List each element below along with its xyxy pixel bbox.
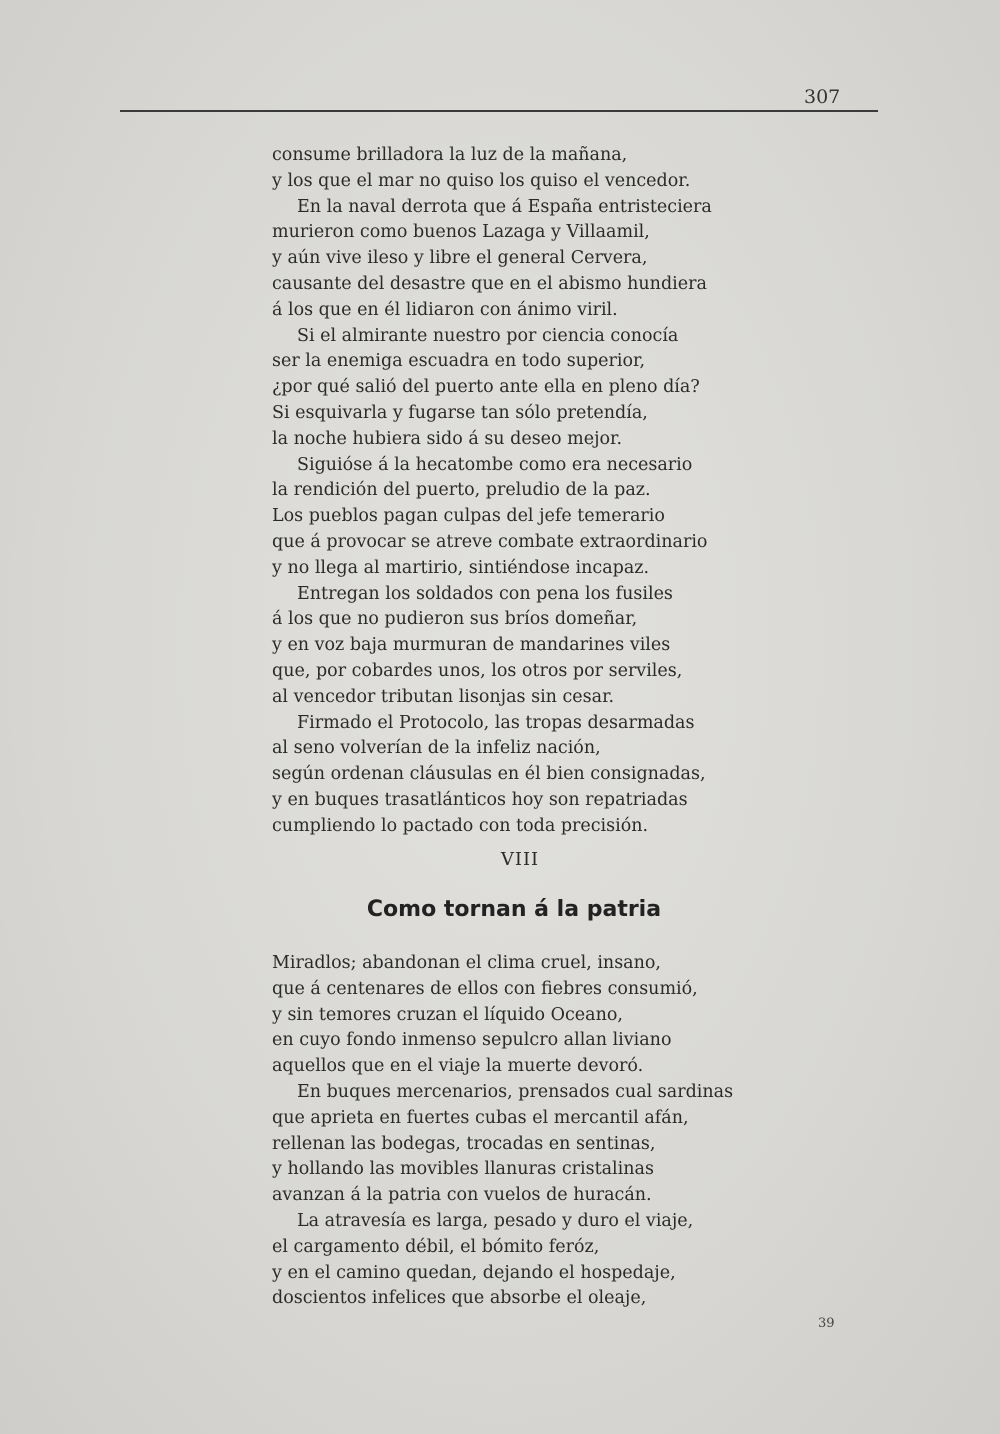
verse-line: y aún vive ileso y libre el general Cervera, <box>272 248 648 269</box>
verse-line: Los pueblos pagan culpas del jefe temerario <box>272 506 665 527</box>
verse-block-continued <box>272 143 792 840</box>
verse-line: en cuyo fondo inmenso sepulcro allan liviano <box>272 1030 672 1051</box>
verse-line: causante del desastre que en el abismo hundiera <box>272 273 707 294</box>
verse-line: la noche hubiera sido á su deseo mejor. <box>272 428 623 449</box>
verse-line: consume brilladora la luz de la mañana, <box>272 145 628 165</box>
verse-line: que á centenares de ellos con fiebres consumió, <box>272 978 698 999</box>
verse-line: al vencedor tributan lisonjas sin cesar. <box>272 686 615 707</box>
verse-line: y en buques trasatlánticos hoy son repatriadas <box>272 789 688 810</box>
verse-line: En la naval derrota que á España entristeciera <box>297 196 712 217</box>
page-number: 307 <box>804 86 841 108</box>
verse-line: murieron como buenos Lazaga y Villaamil, <box>272 222 650 243</box>
verse-line: y sin temores cruzan el líquido Oceano, <box>272 1004 623 1025</box>
verse-line: ¿por qué salió del puerto ante ella en pleno día? <box>272 377 700 398</box>
verse-block-section-viii <box>272 951 792 1312</box>
verse-line: á los que en él lidiaron con ánimo viril. <box>272 299 618 320</box>
section-title: Como tornan á la patria <box>366 897 662 922</box>
verse-line: á los que no pudieron sus bríos domeñar, <box>272 609 638 630</box>
verse-line: En buques mercenarios, prensados cual sardinas <box>297 1081 734 1102</box>
verse-line: que á provocar se atreve combate extraordinario <box>272 531 708 552</box>
verse-line: y en el camino quedan, dejando el hospedaje, <box>272 1262 676 1283</box>
verse-line: Si esquivarla y fugarse tan sólo pretendía, <box>272 402 648 423</box>
verse-line: y hollando las movibles llanuras cristalinas <box>272 1159 654 1180</box>
signature-mark: 39 <box>818 1316 835 1331</box>
verse-line: y los que el mar no quiso los quiso el vencedor. <box>272 170 691 191</box>
verse-line: que, por cobardes unos, los otros por serviles, <box>272 660 683 681</box>
verse-line: La atravesía es larga, pesado y duro el viaje, <box>297 1210 694 1231</box>
verse-line: que aprieta en fuertes cubas el mercantil afán, <box>272 1107 689 1128</box>
verse-line: cumpliendo lo pactado con toda precisión. <box>272 815 649 836</box>
section-numeral: VIII <box>500 849 540 870</box>
verse-line: Miradlos; abandonan el clima cruel, insano, <box>272 953 661 973</box>
verse-line: rellenan las bodegas, trocadas en sentinas, <box>272 1133 656 1154</box>
verse-line: la rendición del puerto, preludio de la paz. <box>272 480 651 501</box>
verse-line: Siguióse á la hecatombe como era necesario <box>297 454 693 475</box>
verse-line: el cargamento débil, el bómito feróz, <box>272 1236 600 1257</box>
verse-line: avanzan á la patria con vuelos de huracán. <box>272 1185 652 1206</box>
verse-line: doscientos infelices que absorbe el oleaje, <box>272 1288 647 1309</box>
header-rule <box>120 110 878 112</box>
verse-line: Si el almirante nuestro por ciencia conocía <box>297 325 679 346</box>
verse-line: Firmado el Protocolo, las tropas desarmadas <box>297 712 695 733</box>
verse-line: Entregan los soldados con pena los fusiles <box>297 583 673 604</box>
verse-line: aquellos que en el viaje la muerte devoró. <box>272 1056 644 1077</box>
verse-line: y no llega al martirio, sintiéndose incapaz. <box>272 557 650 578</box>
verse-line: ser la enemiga escuadra en todo superior, <box>272 351 646 372</box>
verse-line: al seno volverían de la infeliz nación, <box>272 738 601 759</box>
verse-line: y en voz baja murmuran de mandarines viles <box>272 635 671 656</box>
verse-line: según ordenan cláusulas en él bien consignadas, <box>272 764 706 785</box>
